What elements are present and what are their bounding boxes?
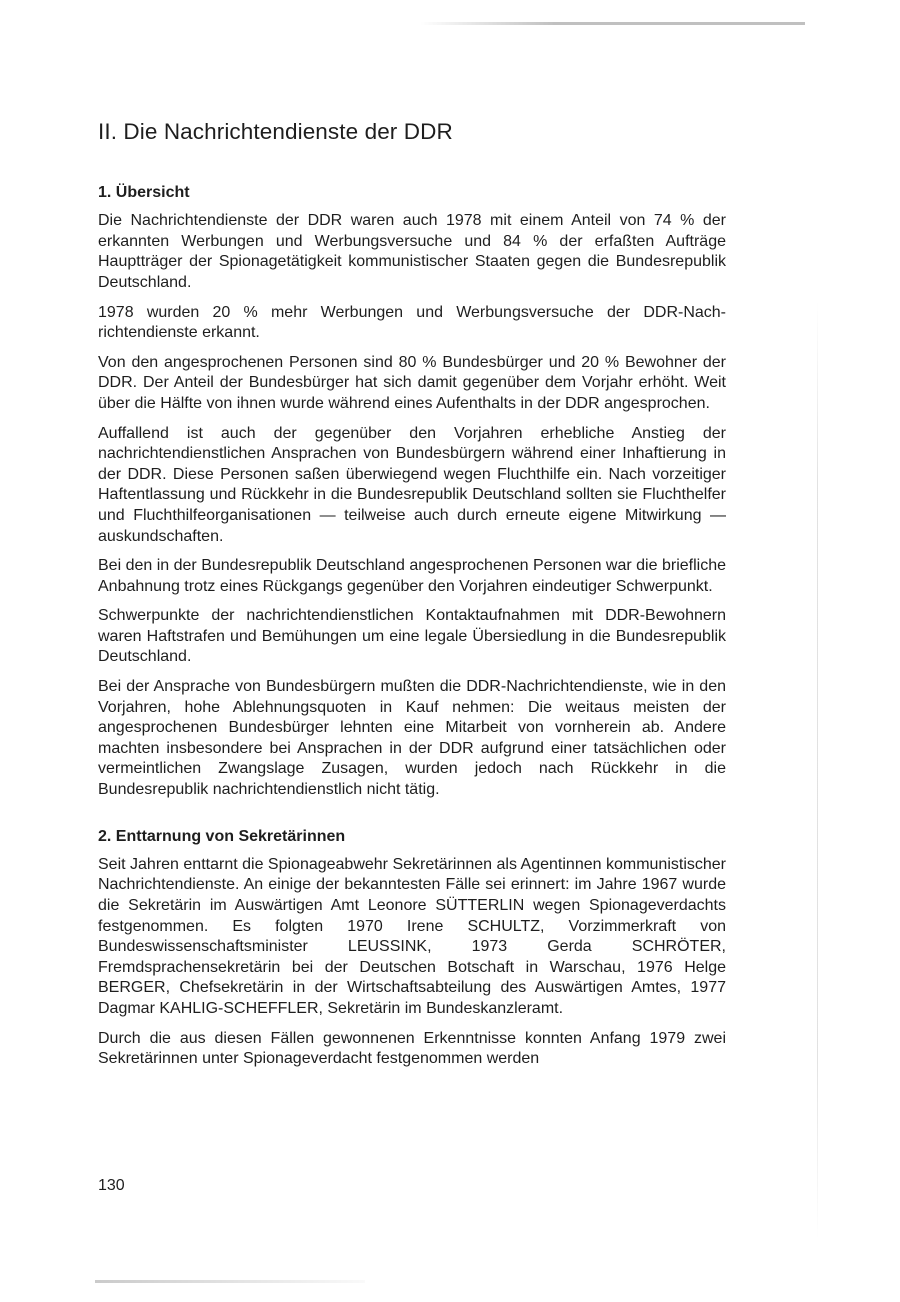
paragraph: Von den angesprochenen Personen sind 80 % Bundesbürger und 20 % Bewohner der DDR. Der Anteil der Bundesbürger hat sich damit gegenüber dem Vorjahr erhöht. Weit über die Hälfte von ihnen wurde während eines Aufenthalts in der DDR angesprochen. xyxy=(98,353,726,412)
paragraph: Die Nachrichtendienste der DDR waren auch 1978 mit einem Anteil von 74 % der erkannten Werbungen und Werbungsversuche und 84 % der erfaßten Aufträge Hauptträger der Spionagetätigkeit kommunistischer Staaten gegen die Bundesrepublik Deutschland. xyxy=(98,212,726,291)
page-content xyxy=(98,118,726,1096)
section-heading: 1. Übersicht xyxy=(98,184,190,201)
section-heading: 2. Enttarnung von Sekretärinnen xyxy=(98,827,346,845)
paragraph: Seit Jahren enttarnt die Spionageabwehr Sekretärinnen als Agentinnen kommunistischer Nachrichtendienste. An einige der bekanntesten Fälle sei erinnert: im Jahre 1967 wurde die Sekretärin im Auswärtigen Amt Leonore SÜTTERLIN wegen Spionageverdachts festgenommen. Es folgten 1970 Irene SCHULTZ, Vorzimmerkraft von Bundeswissenschaftsminister LEUSSINK, 1973 Gerda SCHRÖTER, Fremdsprachensekretärin bei der Deutschen Botschaft in Warschau, 1976 Helge BERGER, Chefsekretärin in der Wirtschaftsabteilung des Auswärtigen Amtes, 1977 Dagmar KAHLIG-SCHEFFLER, Sekretärin im Bundeskanzleramt. xyxy=(98,855,726,1017)
scan-artifact-top xyxy=(420,22,805,25)
paragraph: Schwerpunkte der nachrichtendienstlichen Kontaktaufnahmen mit DDR-Bewohnern waren Haftstrafen und Bemühungen um eine legale Übersiedlung in die Bundesrepublik Deutschland. xyxy=(98,607,726,666)
scan-artifact-bottom xyxy=(95,1280,365,1283)
paragraph: Durch die aus diesen Fällen gewonnenen Erkenntnisse konnten Anfang 1979 zwei Sekretärinnen unter Spionageverdacht festgenommen werden xyxy=(98,1029,726,1068)
paragraph: Auffallend ist auch der gegenüber den Vorjahren erhebliche Anstieg der nachrichtendienstlichen Ansprachen von Bundesbürgern während einer Inhaftierung in der DDR. Diese Personen saßen überwiegend wegen Fluchthilfe ein. Nach vorzeitiger Haftentlassung und Rückkehr in die Bundesrepublik Deutschland sollten sie Fluchthelfer und Fluchthilfeorganisationen — teilweise auch durch erneute eigene Mitwirkung — auskundschaften. xyxy=(98,424,726,545)
scan-artifact-right-edge xyxy=(817,300,818,1240)
paragraph: 1978 wurden 20 % mehr Werbungen und Werbungsversuche der DDR-Nachrichtendienste erkannt. xyxy=(98,303,726,342)
section-uebersicht xyxy=(98,183,726,801)
paragraph: Bei der Ansprache von Bundesbürgern mußten die DDR-Nachrichtendienste, wie in den Vorjahren, hohe Ablehnungsquoten in Kauf nehmen: Die weitaus meisten der angesprochenen Bundesbürger lehnten eine Mitarbeit von vornherein ab. Andere machten insbesondere bei Ansprachen in der DDR aufgrund einer tatsächlichen oder vermeintlichen Zwangslage Zusagen, wurden jedoch nach Rückkehr in die Bundesrepublik nachrichtendienstlich nicht tätig. xyxy=(98,678,726,799)
page-number: 130 xyxy=(98,1177,125,1194)
chapter-title: II. Die Nachrichtendienste der DDR xyxy=(98,119,453,144)
section-enttarnung xyxy=(98,827,726,1070)
paragraph: Bei den in der Bundesrepublik Deutschland angesprochenen Personen war die briefliche Anbahnung trotz eines Rückgangs gegenüber den Vorjahren eindeutiger Schwerpunkt. xyxy=(98,557,726,595)
